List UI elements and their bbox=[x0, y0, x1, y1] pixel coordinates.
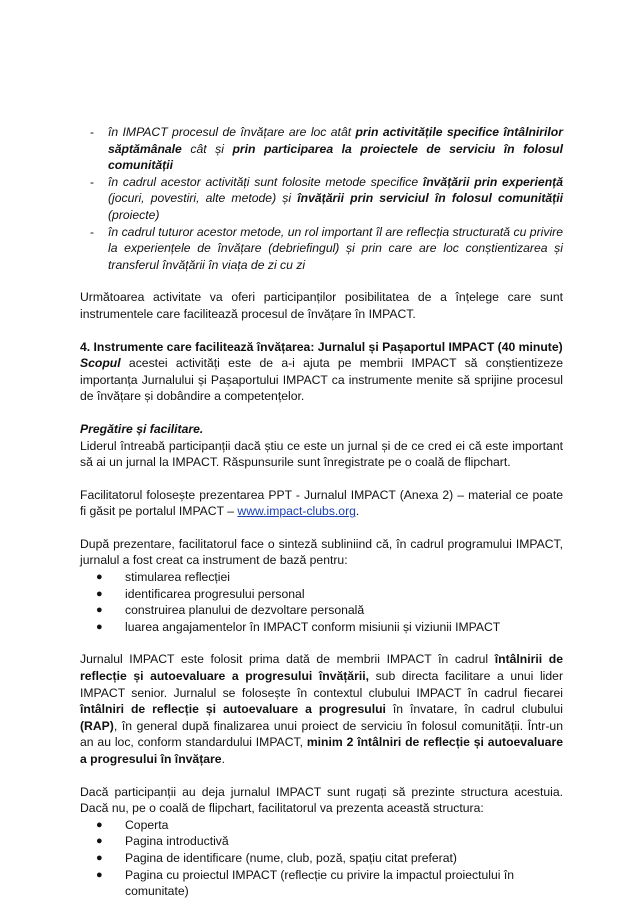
bullet-icon: ● bbox=[96, 851, 103, 864]
dash-marker: - bbox=[90, 174, 95, 189]
list-item: - în cadrul acestor activități sunt folosite metode specifice învățării prin experiență (jocuri, povestiri, alte metode) și învățării prin serviciul în folosul comunității (proiecte) bbox=[90, 174, 563, 222]
learning-context-list bbox=[80, 124, 563, 273]
list-item: ● Pagina introductivă bbox=[96, 834, 229, 849]
document-page bbox=[80, 124, 563, 900]
bullet-icon: ● bbox=[96, 868, 103, 881]
dash-marker: - bbox=[90, 224, 95, 239]
list-item: ● stimularea reflecției bbox=[96, 570, 230, 585]
list-item: - în cadrul tuturor acestor metode, un rol important îl are reflecția structurată cu privire la experiențele de învățare (debriefingul) și prin care are loc conștientizarea și transferul învățării în viața de zi cu zi bbox=[90, 224, 563, 272]
list-item: ● luarea angajamentelor în IMPACT conform misiunii și viziunii IMPACT bbox=[96, 619, 501, 634]
prep-paragraph: Liderul întreabă participanții dacă știu ce este un jurnal și de ce cred ei că este important să ai un jurnal la IMPACT. Răspunsurile sunt înregistrate pe o coală de flipchart. bbox=[80, 438, 563, 470]
facilitator-paragraph: Facilitatorul folosește prezentarea PPT - Jurnalul IMPACT (Anexa 2) – material ce poate fi găsit pe portalul IMPACT – www.impact-clubs.org. bbox=[80, 487, 563, 519]
intro-paragraph: Următoarea activitate va oferi participanților posibilitatea de a înțelege care sunt instrumentele care facilitează procesul de învățare în IMPACT. bbox=[80, 290, 563, 321]
journal-paragraph: Jurnalul IMPACT este folosit prima dată de membrii IMPACT în cadrul întâlnirii de reflecție și autoevaluare a progresului învățării, sub directa facilitare a unui lider IMPACT senior. Jurnalul se folosește în contextul clubului IMPACT în cadrul fiecarei întâlniri de reflecție și autoevaluare a progresului în învatare, în cadrul clubului (RAP), în general după finalizarea unui proiect de serviciu în folosul comunității. Într-un an au loc, conform standardului IMPACT, minim 2 întâlniri de reflecție și autoevaluare a progresului în învățare. bbox=[80, 652, 564, 766]
bullet-icon: ● bbox=[96, 620, 103, 633]
structure-list bbox=[80, 817, 563, 900]
list-item: ● Pagina cu proiectul IMPACT (reflecție cu privire la impactul proiectului în comunitate) bbox=[96, 867, 515, 899]
structure-intro: Dacă participanții au deja jurnalul IMPACT sunt rugați să prezinte structura acestuia. Dacă nu, pe o coală de flipchart, facilitatorul va prezenta această structura: bbox=[80, 784, 563, 816]
purposes-list bbox=[80, 569, 563, 635]
scope-paragraph: Scopul acestei activități este de a-i ajuta pe membrii IMPACT să conștientizeze importanța Jurnalului și Pașaportului IMPACT ca instrumente menite să sprijine procesul de învățare și dobândire a competențelor. bbox=[80, 356, 563, 404]
section-heading: 4. Instrumente care facilitează învățarea: Jurnalul și Pașaportul IMPACT (40 minute) bbox=[80, 339, 563, 354]
bullet-icon: ● bbox=[96, 818, 103, 831]
list-item: ● identificarea progresului personal bbox=[96, 586, 305, 601]
list-item: ● construirea planului de dezvoltare personală bbox=[96, 603, 365, 618]
bullet-icon: ● bbox=[96, 604, 103, 617]
list-item: ● Coperta bbox=[96, 817, 169, 832]
bullet-icon: ● bbox=[96, 587, 103, 600]
summary-intro: După prezentare, facilitatorul face o sinteză subliniind că, în cadrul programului IMPACT, jurnalul a fost creat ca instrument de bază pentru: bbox=[80, 536, 563, 568]
bullet-icon: ● bbox=[96, 835, 103, 848]
list-item: ● Pagina de identificare (nume, club, poză, spațiu citat preferat) bbox=[96, 850, 457, 865]
dash-marker: - bbox=[90, 125, 95, 139]
bullet-icon: ● bbox=[96, 571, 103, 584]
list-item: - în IMPACT procesul de învățare are loc atât prin activitățile specifice întâlnirilor săptămânale cât și prin participarea la proiectele de serviciu în folosul comunității bbox=[90, 125, 564, 173]
prep-heading: Pregătire și facilitare. bbox=[80, 421, 204, 436]
portal-link[interactable]: www.impact-clubs.org bbox=[237, 504, 356, 519]
